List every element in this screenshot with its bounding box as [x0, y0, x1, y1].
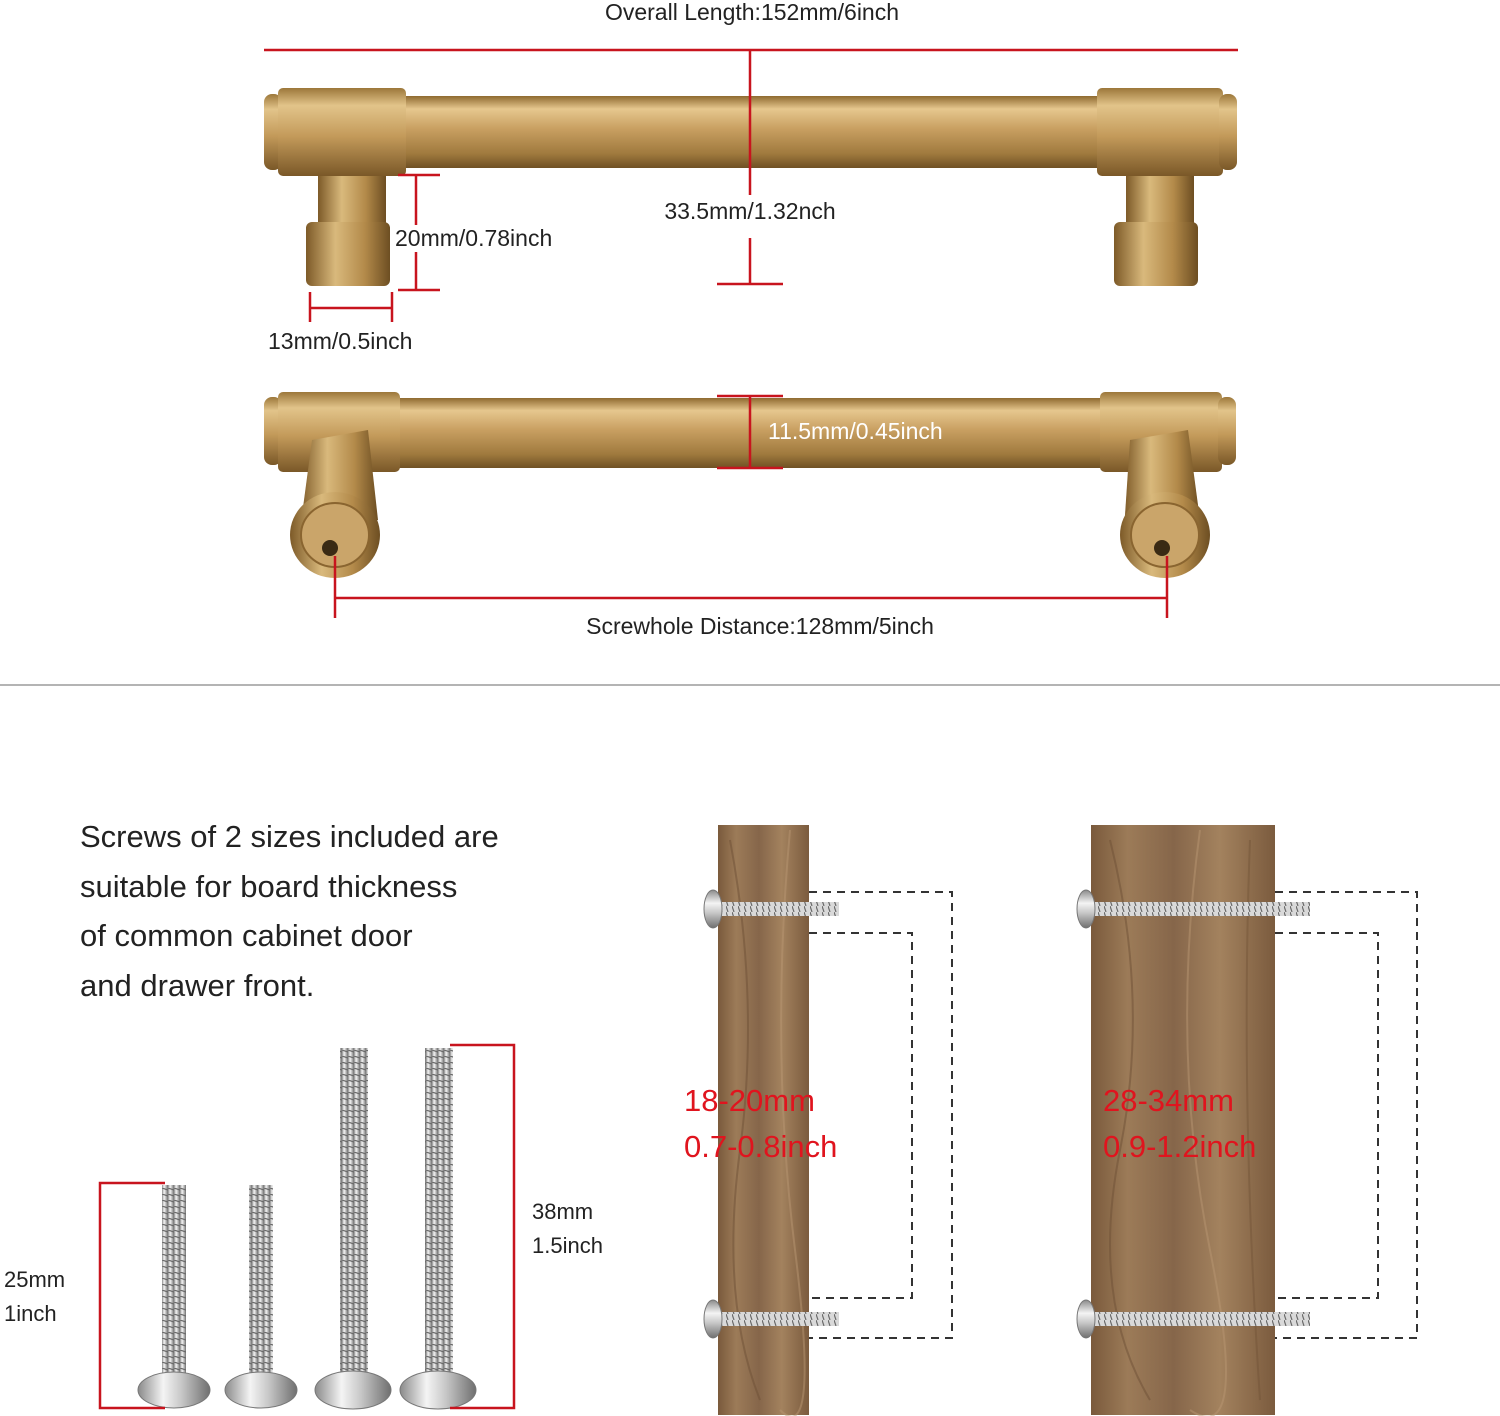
board-thin-screw-bottom: [717, 1312, 839, 1326]
screw-long-1-head: [315, 1371, 391, 1409]
screw-long-2: [425, 1048, 453, 1383]
board-thin-inch: 0.7-0.8inch: [684, 1129, 838, 1164]
right-end-cap: [1219, 94, 1237, 170]
screw-short-2: [249, 1185, 273, 1385]
short-screw-mm: 25mm: [4, 1267, 66, 1292]
board-thick-screw-top: [1090, 902, 1310, 916]
board-thin-handle-outline-outer: [809, 892, 952, 1338]
screwhole-distance-label: Screwhole Distance:128mm/5inch: [586, 613, 934, 639]
screw-short-2-head: [225, 1372, 297, 1408]
board-thick-screw-bottom: [1090, 1312, 1310, 1326]
right-screwhole: [1154, 540, 1170, 556]
long-screw-mm: 38mm: [532, 1199, 594, 1224]
long-screw-inch: 1.5inch: [532, 1233, 603, 1258]
post-height-label: 20mm/0.78inch: [395, 225, 553, 251]
description-line: and drawer front.: [80, 967, 315, 1003]
post-diameter-label: 13mm/0.5inch: [268, 328, 413, 354]
screw-short-1-head: [138, 1372, 210, 1408]
height-label: 33.5mm/1.32nch: [664, 198, 836, 224]
long-screw-bracket: [450, 1045, 514, 1408]
short-screw-inch: 1inch: [4, 1301, 57, 1326]
board-thick-handle-outline-inner: [1275, 933, 1378, 1298]
board-thin: [704, 825, 952, 1416]
left-foot: [306, 222, 390, 286]
screw-long-2-head: [400, 1371, 476, 1409]
bar-diameter-label: 11.5mm/0.45inch: [768, 418, 943, 444]
overall-length-label: Overall Length:152mm/6inch: [604, 0, 900, 25]
description-line: of common cabinet door: [80, 918, 413, 953]
right-end-block: [1097, 88, 1223, 176]
screws-group: [138, 1048, 476, 1409]
board-thin-mm: 18-20mm: [684, 1083, 815, 1118]
screw-short-1: [162, 1185, 186, 1385]
screw-description: [80, 812, 600, 1010]
board-thick-inch: 0.9-1.2inch: [1103, 1129, 1257, 1164]
left-screwhole: [322, 540, 338, 556]
description-line: Screws of 2 sizes included are: [80, 819, 499, 854]
right-foot: [1114, 222, 1198, 286]
board-thick-mm: 28-34mm: [1103, 1083, 1234, 1118]
board-thin-handle-outline-inner: [809, 933, 912, 1298]
board-thin-screw-top: [717, 902, 839, 916]
right-end-cap-angled: [1218, 397, 1236, 465]
screw-long-1: [340, 1048, 368, 1383]
board-thick: [1077, 825, 1417, 1416]
left-end-block: [278, 88, 406, 176]
description-line: suitable for board thickness: [80, 868, 458, 904]
board-thick-handle-outline-outer: [1275, 892, 1417, 1338]
